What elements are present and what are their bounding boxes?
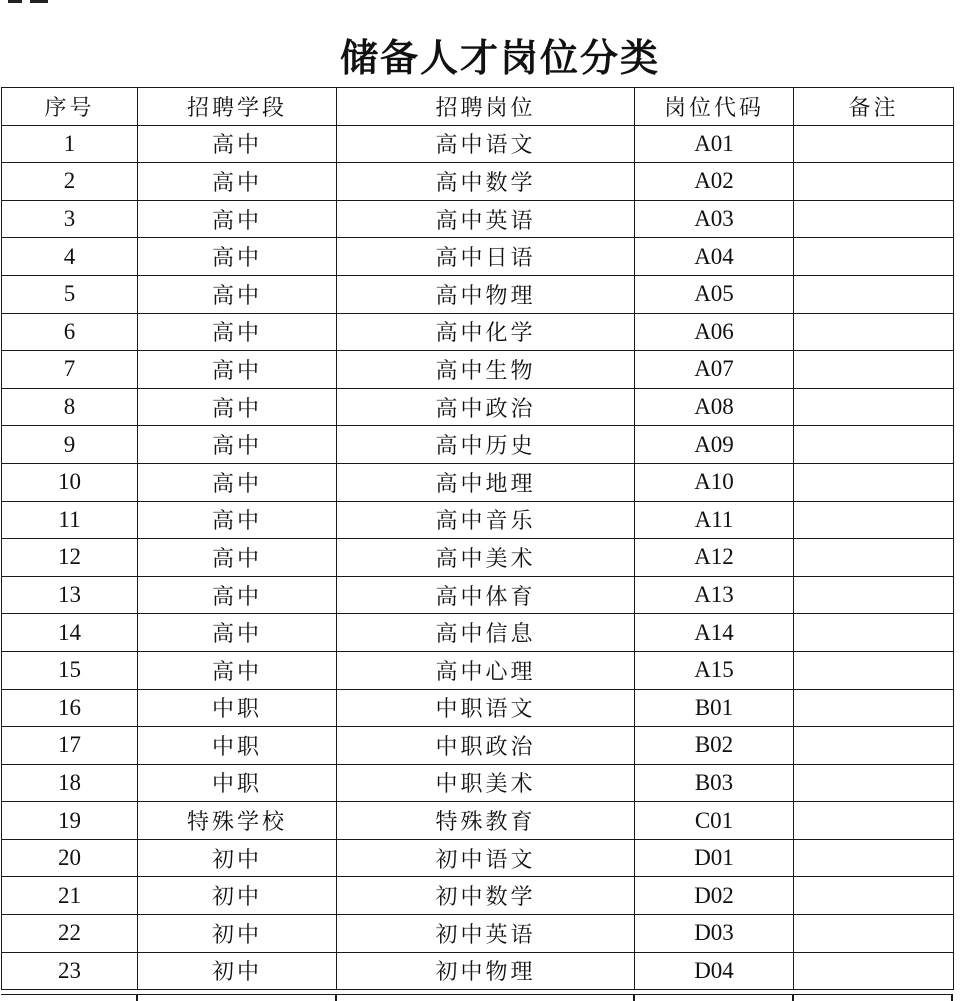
- cell-recruitment-stage: 高中: [138, 275, 337, 313]
- cell-recruitment-stage: 高中: [138, 238, 337, 276]
- cell-remarks: [794, 689, 954, 727]
- table-row: [2, 539, 954, 577]
- cell-recruitment-post: 高中政治: [337, 388, 635, 426]
- table-row: [2, 463, 954, 501]
- cell-serial-number: 5: [2, 275, 138, 313]
- cell-recruitment-stage: 中职: [138, 727, 337, 765]
- header-post-code: 岗位代码: [635, 88, 794, 126]
- cell-serial-number: 10: [2, 463, 138, 501]
- cell-recruitment-post: 特殊教育: [337, 802, 635, 840]
- cell-post-code: A12: [635, 539, 794, 577]
- cell-post-code: A05: [635, 275, 794, 313]
- cell-serial-number: 15: [2, 651, 138, 689]
- cell-recruitment-post: 高中美术: [337, 539, 635, 577]
- cell-post-code: D01: [635, 839, 794, 877]
- table-row: [2, 426, 954, 464]
- cell-remarks: [794, 915, 954, 953]
- table-row: [2, 200, 954, 238]
- cell-post-code: A06: [635, 313, 794, 351]
- cell-post-code: A01: [635, 125, 794, 163]
- cell-post-code: D03: [635, 915, 794, 953]
- cell-recruitment-post: 高中地理: [337, 463, 635, 501]
- header-serial-number: 序号: [2, 88, 138, 126]
- table-header-row: [2, 88, 954, 126]
- cell-post-code: A13: [635, 576, 794, 614]
- cell-post-code: D02: [635, 877, 794, 915]
- cell-remarks: [794, 501, 954, 539]
- cell-remarks: [794, 877, 954, 915]
- table-row: [2, 501, 954, 539]
- cell-post-code: D04: [635, 952, 794, 990]
- table-row: [2, 764, 954, 802]
- cell-recruitment-stage: 初中: [138, 877, 337, 915]
- cell-recruitment-stage: 高中: [138, 125, 337, 163]
- cell-serial-number: 6: [2, 313, 138, 351]
- cell-remarks: [794, 388, 954, 426]
- table-row: [2, 388, 954, 426]
- cell-serial-number: 8: [2, 388, 138, 426]
- cell-serial-number: 3: [2, 200, 138, 238]
- cell-recruitment-stage: 中职: [138, 764, 337, 802]
- cell-recruitment-stage: 高中: [138, 426, 337, 464]
- cell-recruitment-post: 初中数学: [337, 877, 635, 915]
- cell-remarks: [794, 539, 954, 577]
- cell-recruitment-post: 高中生物: [337, 351, 635, 389]
- cell-recruitment-stage: 高中: [138, 313, 337, 351]
- table-body: [2, 125, 954, 990]
- table-row: [2, 275, 954, 313]
- cell-remarks: [794, 463, 954, 501]
- cell-post-code: A10: [635, 463, 794, 501]
- cell-recruitment-stage: 高中: [138, 539, 337, 577]
- cell-serial-number: 12: [2, 539, 138, 577]
- cell-remarks: [794, 802, 954, 840]
- cell-remarks: [794, 426, 954, 464]
- table-row: [2, 877, 954, 915]
- cell-remarks: [794, 727, 954, 765]
- cell-recruitment-stage: 初中: [138, 839, 337, 877]
- cell-serial-number: 23: [2, 952, 138, 990]
- table-row: [2, 802, 954, 840]
- cell-serial-number: 7: [2, 351, 138, 389]
- cell-recruitment-stage: 特殊学校: [138, 802, 337, 840]
- cell-serial-number: 16: [2, 689, 138, 727]
- cell-recruitment-stage: 高中: [138, 463, 337, 501]
- cell-post-code: A11: [635, 501, 794, 539]
- cell-recruitment-post: 高中心理: [337, 651, 635, 689]
- cell-remarks: [794, 125, 954, 163]
- cell-recruitment-post: 高中音乐: [337, 501, 635, 539]
- cell-serial-number: 18: [2, 764, 138, 802]
- cell-recruitment-stage: 初中: [138, 915, 337, 953]
- cell-serial-number: 17: [2, 727, 138, 765]
- cell-remarks: [794, 313, 954, 351]
- cell-serial-number: 9: [2, 426, 138, 464]
- cell-recruitment-stage: 高中: [138, 163, 337, 201]
- cell-post-code: A02: [635, 163, 794, 201]
- cell-recruitment-stage: 高中: [138, 388, 337, 426]
- cell-recruitment-stage: 高中: [138, 351, 337, 389]
- cell-recruitment-post: 中职语文: [337, 689, 635, 727]
- cell-post-code: C01: [635, 802, 794, 840]
- cell-remarks: [794, 651, 954, 689]
- cell-recruitment-post: 高中物理: [337, 275, 635, 313]
- cell-remarks: [794, 163, 954, 201]
- cell-recruitment-post: 高中体育: [337, 576, 635, 614]
- cell-serial-number: 19: [2, 802, 138, 840]
- table-row: [2, 125, 954, 163]
- cell-recruitment-stage: 高中: [138, 614, 337, 652]
- header-recruitment-post: 招聘岗位: [337, 88, 635, 126]
- cell-remarks: [794, 238, 954, 276]
- cell-post-code: B02: [635, 727, 794, 765]
- cell-serial-number: 13: [2, 576, 138, 614]
- cell-remarks: [794, 952, 954, 990]
- table-row: [2, 163, 954, 201]
- reserve-talent-positions-table: [1, 87, 954, 990]
- header-remarks: 备注: [794, 88, 954, 126]
- cell-serial-number: 21: [2, 877, 138, 915]
- table-row: [2, 915, 954, 953]
- cell-recruitment-post: 高中历史: [337, 426, 635, 464]
- cell-serial-number: 20: [2, 839, 138, 877]
- cell-serial-number: 14: [2, 614, 138, 652]
- table-row: [2, 952, 954, 990]
- table-row: [2, 689, 954, 727]
- cell-remarks: [794, 614, 954, 652]
- table-row: [2, 614, 954, 652]
- cell-recruitment-stage: 高中: [138, 501, 337, 539]
- table-row: [2, 351, 954, 389]
- cell-post-code: B03: [635, 764, 794, 802]
- cell-recruitment-post: 高中化学: [337, 313, 635, 351]
- cell-post-code: A14: [635, 614, 794, 652]
- cell-post-code: A07: [635, 351, 794, 389]
- table-row: [2, 313, 954, 351]
- cell-recruitment-stage: 中职: [138, 689, 337, 727]
- cell-recruitment-stage: 高中: [138, 576, 337, 614]
- cell-post-code: A15: [635, 651, 794, 689]
- cell-recruitment-post: 高中英语: [337, 200, 635, 238]
- cell-remarks: [794, 839, 954, 877]
- cell-serial-number: 1: [2, 125, 138, 163]
- cell-recruitment-post: 高中信息: [337, 614, 635, 652]
- cell-serial-number: 2: [2, 163, 138, 201]
- cell-post-code: A08: [635, 388, 794, 426]
- cropped-heading-fragment: [0, 0, 60, 5]
- cell-recruitment-post: 初中物理: [337, 952, 635, 990]
- cell-remarks: [794, 764, 954, 802]
- cell-post-code: A03: [635, 200, 794, 238]
- cell-recruitment-post: 高中日语: [337, 238, 635, 276]
- cell-post-code: B01: [635, 689, 794, 727]
- cell-recruitment-post: 高中语文: [337, 125, 635, 163]
- table-row: [2, 839, 954, 877]
- cell-recruitment-post: 高中数学: [337, 163, 635, 201]
- cell-remarks: [794, 200, 954, 238]
- table-row: [2, 727, 954, 765]
- cell-remarks: [794, 351, 954, 389]
- cell-recruitment-stage: 高中: [138, 651, 337, 689]
- cell-serial-number: 4: [2, 238, 138, 276]
- cell-remarks: [794, 576, 954, 614]
- header-recruitment-stage: 招聘学段: [138, 88, 337, 126]
- table-row: [2, 651, 954, 689]
- cell-serial-number: 22: [2, 915, 138, 953]
- cell-recruitment-post: 初中英语: [337, 915, 635, 953]
- table-row: [2, 576, 954, 614]
- cell-recruitment-post: 中职美术: [337, 764, 635, 802]
- cell-remarks: [794, 275, 954, 313]
- cell-serial-number: 11: [2, 501, 138, 539]
- cell-post-code: A09: [635, 426, 794, 464]
- cell-recruitment-post: 初中语文: [337, 839, 635, 877]
- cell-recruitment-stage: 高中: [138, 200, 337, 238]
- cell-post-code: A04: [635, 238, 794, 276]
- page-title: 储备人才岗位分类: [339, 36, 660, 80]
- cell-recruitment-stage: 初中: [138, 952, 337, 990]
- table-row: [2, 238, 954, 276]
- cell-recruitment-post: 中职政治: [337, 727, 635, 765]
